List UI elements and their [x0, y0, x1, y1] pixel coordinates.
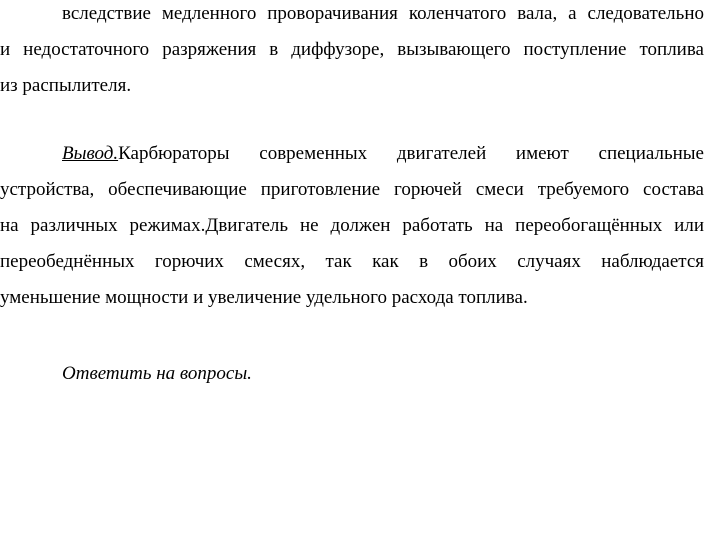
paragraph1-line3: из распылителя.	[0, 75, 132, 96]
task-instruction: Ответить на вопросы.	[62, 363, 252, 384]
conclusion-line4: переобеднённых горючих смесях, так как в обоих случаях наблюдается	[0, 251, 704, 272]
conclusion-label: Вывод.	[62, 143, 119, 164]
conclusion-line2: устройства, обеспечивающие приготовление горючей смеси требуемого состава	[0, 179, 704, 200]
paragraph1-line1: вследствие медленного проворачивания коленчатого вала, а следовательно	[62, 3, 704, 24]
conclusion-line5: уменьшение мощности и увеличение удельного расхода топлива.	[0, 287, 528, 308]
conclusion-line1-text: Карбюраторы современных двигателей имеют специальные	[118, 143, 704, 164]
paragraph1-line2: и недостаточного разряжения в диффузоре, вызывающего поступление топлива	[0, 39, 704, 60]
conclusion-line3: на различных режимах.Двигатель не должен работать на переобогащённых или	[0, 215, 704, 236]
conclusion-line1	[62, 142, 704, 166]
